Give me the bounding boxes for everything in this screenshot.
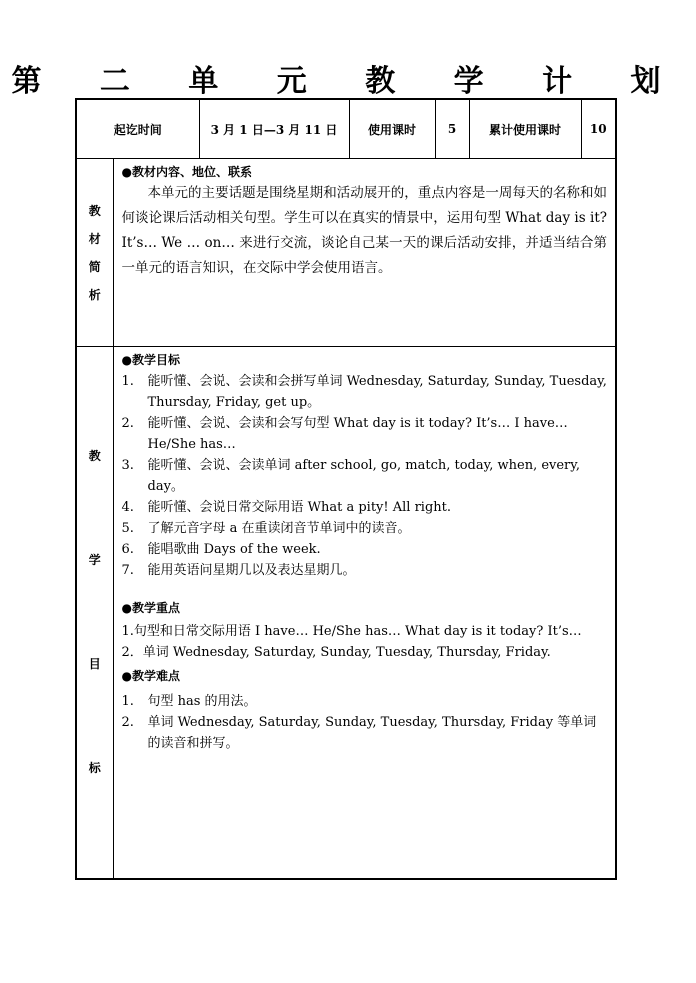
list-item [122, 560, 608, 581]
list-item [122, 539, 608, 560]
item-text: 能听懂、会说、会读和会写句型 What day is it today? It’s… I have… He/She has… [147, 416, 568, 452]
list-item [122, 712, 608, 754]
list-item [122, 413, 608, 455]
item-text: 了解元音字母 a 在重读闭音节单词中的读音。 [147, 521, 411, 536]
analysis-paragraph: 本单元的主要话题是围绕星期和活动展开的，重点内容是一周每天的名称和如何谈论课后活动相关句型。学生可以在真实的情景中，运用句型 What day is it? It’s… We … on… 来进行交流，谈论自己某一天的课后活动安排，并适当结合第一单元的语言知识，在交际中学会使用语言。 [121, 185, 608, 276]
start-time-value: 3 月 1 日—3 月 11 日 [199, 99, 349, 159]
hours-value: 5 [435, 99, 469, 159]
total-hours-label: 累计使用课时 [469, 99, 581, 159]
difficult-list [122, 691, 608, 754]
goals-side-label [76, 347, 113, 879]
item-number: 4. [121, 500, 134, 515]
item-text: 能用英语问星期几以及表达星期几。 [147, 563, 356, 578]
item-number: 5. [121, 521, 134, 536]
key-point: 1.句型和日常交际用语 I have… He/She has… What day is it today? It’s… [121, 624, 582, 639]
item-text: 能听懂、会说日常交际用语 What a pity! All right. [147, 500, 452, 515]
analysis-side-label [76, 159, 113, 347]
item-number: 6. [121, 542, 134, 557]
list-item [122, 518, 608, 539]
item-text: 句型 has 的用法。 [147, 694, 257, 709]
side-char: 析 [88, 287, 101, 302]
side-char: 简 [88, 259, 101, 274]
goals-content [113, 347, 616, 879]
item-number: 1. [121, 374, 134, 389]
item-text: 能听懂、会说、会读单词 after school, go, match, today, when, every, day。 [147, 458, 581, 494]
total-hours-value: 10 [581, 99, 616, 159]
goals-row [76, 347, 616, 879]
header-row [76, 99, 616, 159]
list-item [122, 497, 608, 518]
item-text: 能听懂、会说、会读和会拼写单词 Wednesday, Saturday, Sunday, Tuesday, Thursday, Friday, get up。 [147, 374, 607, 410]
difficult-points-heading: ●教学难点 [121, 669, 180, 683]
item-number: 7. [121, 563, 134, 578]
item-number: 2. [121, 416, 134, 431]
list-item [122, 455, 608, 497]
start-time-label: 起讫时间 [76, 99, 199, 159]
item-number: 3. [121, 458, 134, 473]
item-text: 单词 Wednesday, Saturday, Sunday, Tuesday, Thursday, Friday 等单词的读音和拼写。 [147, 715, 597, 751]
analysis-heading: ●教材内容、地位、联系 [121, 165, 252, 179]
side-char: 学 [88, 553, 101, 568]
item-text: 能唱歌曲 Days of the week. [147, 542, 321, 557]
side-char: 教 [88, 203, 101, 218]
key-points-heading: ●教学重点 [121, 601, 180, 615]
objectives-list [122, 371, 608, 581]
side-char: 教 [88, 449, 101, 464]
page-title: 第 二 单 元 教 学 计 划 [11, 64, 685, 99]
side-char: 材 [88, 231, 101, 246]
side-char: 标 [88, 761, 101, 776]
hours-label: 使用课时 [349, 99, 435, 159]
analysis-row [76, 159, 616, 347]
list-item [122, 371, 608, 413]
analysis-content [113, 159, 616, 347]
list-item [122, 691, 608, 712]
item-number: 2. [121, 715, 134, 730]
side-char: 目 [88, 657, 101, 672]
key-point: 2．单词 Wednesday, Saturday, Sunday, Tuesday, Thursday, Friday. [121, 645, 551, 660]
plan-table [75, 98, 617, 880]
item-number: 1. [121, 694, 134, 709]
objectives-heading: ●教学目标 [121, 353, 180, 367]
